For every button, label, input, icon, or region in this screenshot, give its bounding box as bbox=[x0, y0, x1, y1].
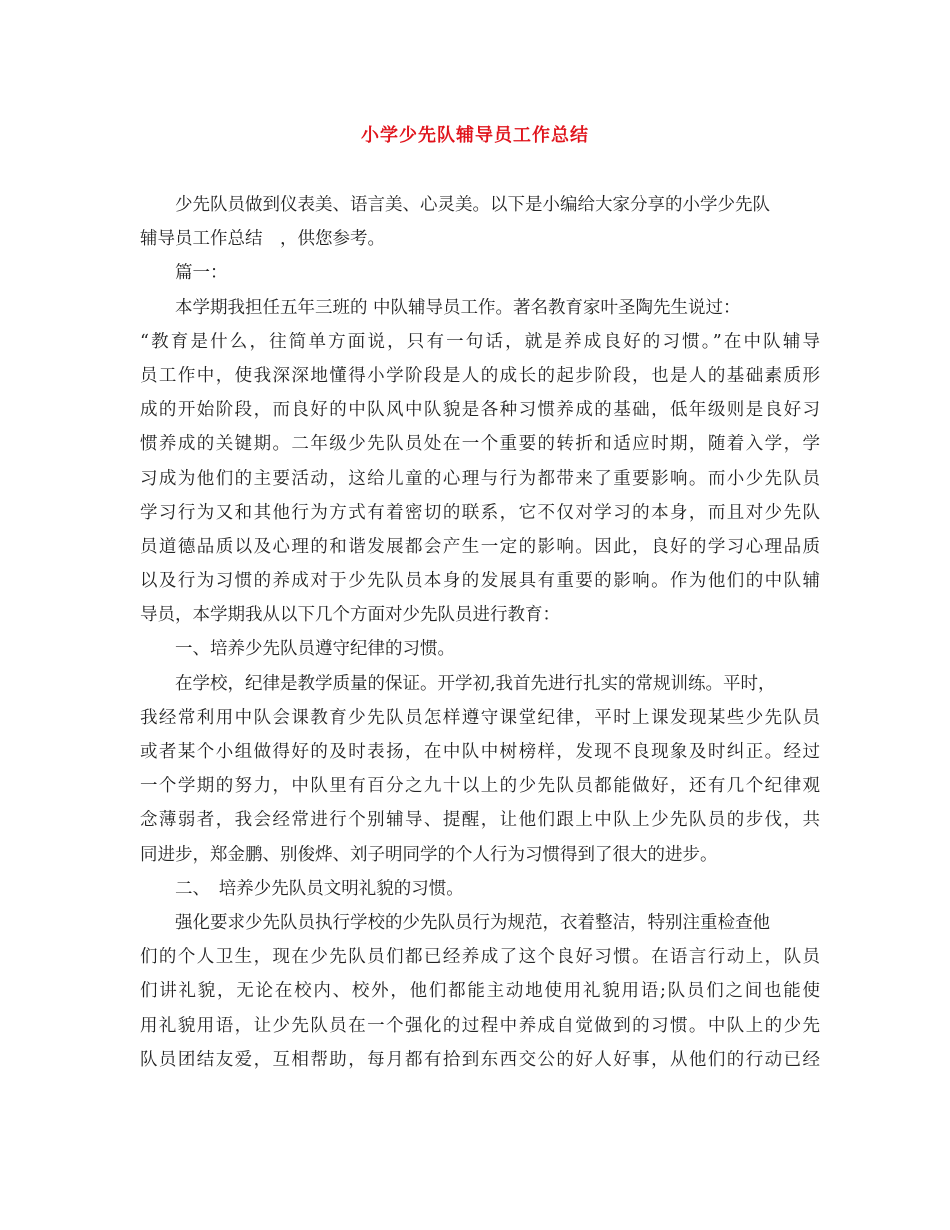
paragraph-line: 导员，本学期我从以下几个方面对少先队员进行教育： bbox=[140, 605, 560, 626]
section-label: 篇一： bbox=[175, 263, 228, 284]
paragraph-line: 少先队员做到仪表美、语言美、心灵美。以下是小编给大家分享的小学少先队 bbox=[175, 195, 770, 215]
paragraph-line: 辅导员工作总结 ，供您参考。 bbox=[140, 229, 385, 250]
paragraph-line: 习成为他们的主要活动，这给儿童的心理与行为都带来了重要影响。而小少先队员 bbox=[140, 468, 820, 489]
paragraph-line: 同进步，郑金鹏、别俊烨、刘子明同学的个人行为习惯得到了很大的进步。 bbox=[140, 844, 718, 865]
paragraph-line: “教育是什么，往简单方面说，只有一句话，就是养成良好的习惯。”在中队辅导 bbox=[140, 331, 820, 352]
paragraph-line: 们讲礼貌，无论在校内、校外，他们都能主动地使用礼貌用语;队员们之间也能使 bbox=[140, 981, 820, 1002]
paragraph-line: 一个学期的努力，中队里有百分之九十以上的少先队员都能做好，还有几个纪律观 bbox=[140, 776, 820, 797]
document-title: 小学少先队辅导员工作总结 bbox=[361, 125, 589, 146]
paragraph-line: 以及行为习惯的养成对于少先队员本身的发展具有重要的影响。作为他们的中队辅 bbox=[140, 571, 820, 592]
section-heading: 二、 培养少先队员文明礼貌的习惯。 bbox=[175, 878, 464, 899]
paragraph-line: 用礼貌用语，让少先队员在一个强化的过程中养成自觉做到的习惯。中队上的少先 bbox=[140, 1015, 820, 1036]
paragraph-line: 本学期我担任五年三班的 中队辅导员工作。著名教育家叶圣陶先生说过： bbox=[175, 297, 741, 318]
paragraph-line: 们的个人卫生，现在少先队员们都已经养成了这个良好习惯。在语言行动上，队员 bbox=[140, 947, 820, 968]
paragraph-line: 强化要求少先队员执行学校的少先队员行为规范，衣着整洁，特别注重检查他 bbox=[175, 912, 770, 933]
paragraph-line: 在学校，纪律是教学质量的保证。开学初,我首先进行扎实的常规训练。平时， bbox=[175, 673, 776, 694]
paragraph-line: 成的开始阶段，而良好的中队风中队貌是各种习惯养成的基础，低年级则是良好习 bbox=[140, 400, 820, 421]
document-body bbox=[140, 188, 820, 1077]
paragraph-line: 我经常利用中队会课教育少先队员怎样遵守课堂纪律，平时上课发现某些少先队员 bbox=[140, 707, 820, 728]
paragraph-line: 队员团结友爱，互相帮助，每月都有拾到东西交公的好人好事，从他们的行动已经 bbox=[140, 1049, 820, 1070]
paragraph-line: 惯养成的关键期。二年级少先队员处在一个重要的转折和适应时期，随着入学，学 bbox=[140, 434, 820, 455]
paragraph-line: 学习行为又和其他行为方式有着密切的联系，它不仅对学习的本身，而且对少先队 bbox=[140, 502, 820, 523]
paragraph-line: 念薄弱者，我会经常进行个别辅导、提醒，让他们跟上中队上少先队员的步伐，共 bbox=[140, 810, 820, 831]
paragraph-line: 员工作中，使我深深地懂得小学阶段是人的成长的起步阶段，也是人的基础素质形 bbox=[140, 365, 820, 386]
paragraph-line: 或者某个小组做得好的及时表扬，在中队中树榜样，发现不良现象及时纠正。经过 bbox=[140, 742, 820, 762]
section-heading: 一、培养少先队员遵守纪律的习惯。 bbox=[175, 639, 455, 660]
paragraph-line: 员道德品质以及心理的和谐发展都会产生一定的影响。因此，良好的学习心理品质 bbox=[140, 536, 820, 557]
